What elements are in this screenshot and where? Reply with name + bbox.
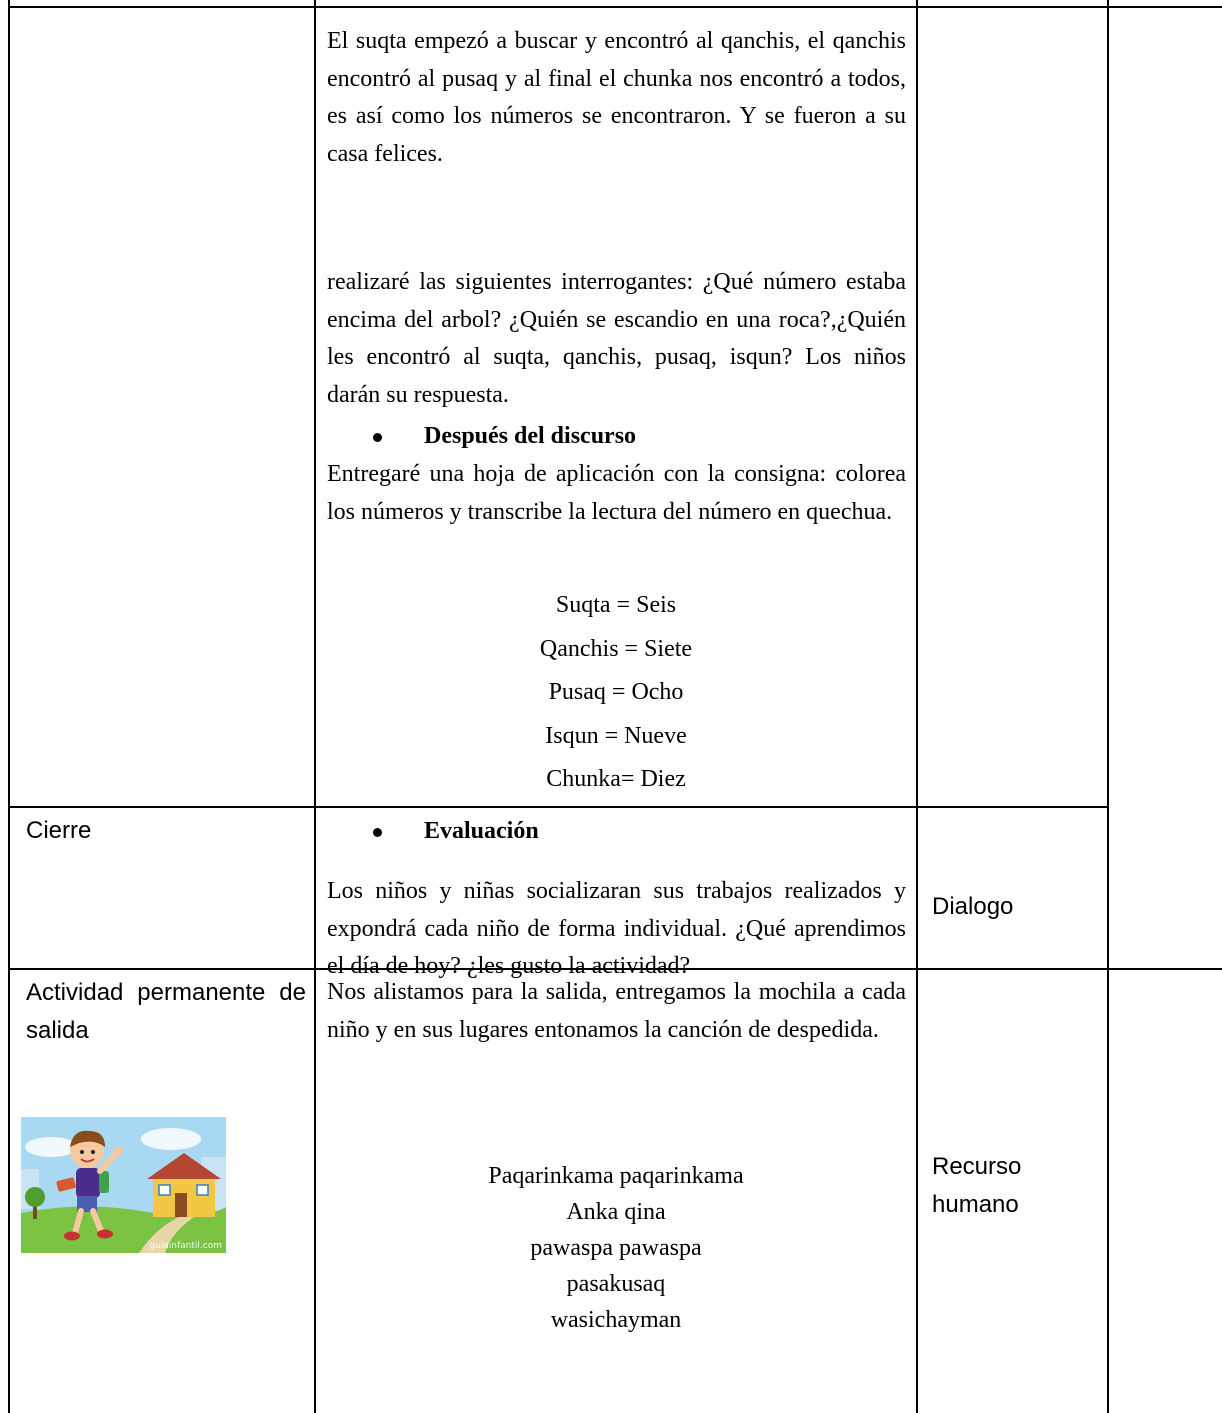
number-item: Qanchis = Siete bbox=[539, 635, 693, 662]
column-divider-2 bbox=[916, 0, 918, 1413]
row-divider-1 bbox=[8, 806, 1108, 808]
column-divider-3 bbox=[1107, 0, 1109, 1413]
moment-cierre: Cierre bbox=[26, 817, 92, 844]
farewell-song bbox=[326, 1158, 906, 1338]
number-item: Suqta = Seis bbox=[555, 592, 677, 618]
bullet-icon bbox=[373, 433, 382, 442]
number-item: Chunka= Diez bbox=[546, 766, 686, 792]
resource-dialogo: Dialogo bbox=[932, 893, 1014, 920]
evaluation-paragraph: Los niños y niñas socializaran sus trabajos realizados y expondrá cada niño de forma individual. ¿Qué aprendimos el día de hoy? ¿les gusto la actividad? bbox=[327, 878, 906, 979]
after-discourse-heading: Después del discurso bbox=[424, 418, 636, 455]
salida-paragraph: Nos alistamos para la salida, entregamos la mochila a cada niño y en sus lugares entonamos la canción de despedida. bbox=[327, 979, 906, 1043]
questions-paragraph: realizaré las siguientes interrogantes: ¿Qué número estaba encima del arbol? ¿Quién se escandio en una roca?,¿Quién les encontró al suqta, qanchis, pusaq, isqun? Los niños darán su respuesta. bbox=[327, 269, 906, 408]
resource-recurso-humano: Recurso humano bbox=[932, 1153, 1022, 1218]
number-item: Pusaq = Ocho bbox=[548, 679, 684, 705]
song-line: wasichayman bbox=[550, 1307, 682, 1333]
moment-salida: Actividad permanente de salida bbox=[26, 979, 306, 1044]
column-divider-1 bbox=[314, 0, 316, 1413]
song-line: Anka qina bbox=[566, 1199, 666, 1225]
song-line: pawaspa pawaspa bbox=[530, 1235, 702, 1261]
worksheet-paragraph: Entregaré una hoja de aplicación con la consigna: colorea los números y transcribe la lectura del número en quechua. bbox=[327, 461, 906, 525]
table-border-top bbox=[8, 6, 1222, 8]
boy-walking-illustration bbox=[21, 1117, 226, 1253]
story-paragraph: El suqta empezó a buscar y encontró al qanchis, el qanchis encontró al pusaq y al final el chunka nos encontró a todos, es así como los números se encontraron. Y se fueron a su casa felices. bbox=[327, 28, 906, 167]
number-item: Isqun = Nueve bbox=[545, 722, 687, 749]
table-border-left bbox=[8, 0, 10, 1413]
bullet-icon bbox=[373, 828, 382, 837]
evaluation-heading: Evaluación bbox=[424, 813, 539, 850]
song-line: Paqarinkama paqarinkama bbox=[488, 1163, 744, 1189]
watermark: guiainfantil.com bbox=[149, 1241, 222, 1251]
number-list bbox=[326, 584, 906, 802]
song-line: pasakusaq bbox=[566, 1271, 666, 1297]
